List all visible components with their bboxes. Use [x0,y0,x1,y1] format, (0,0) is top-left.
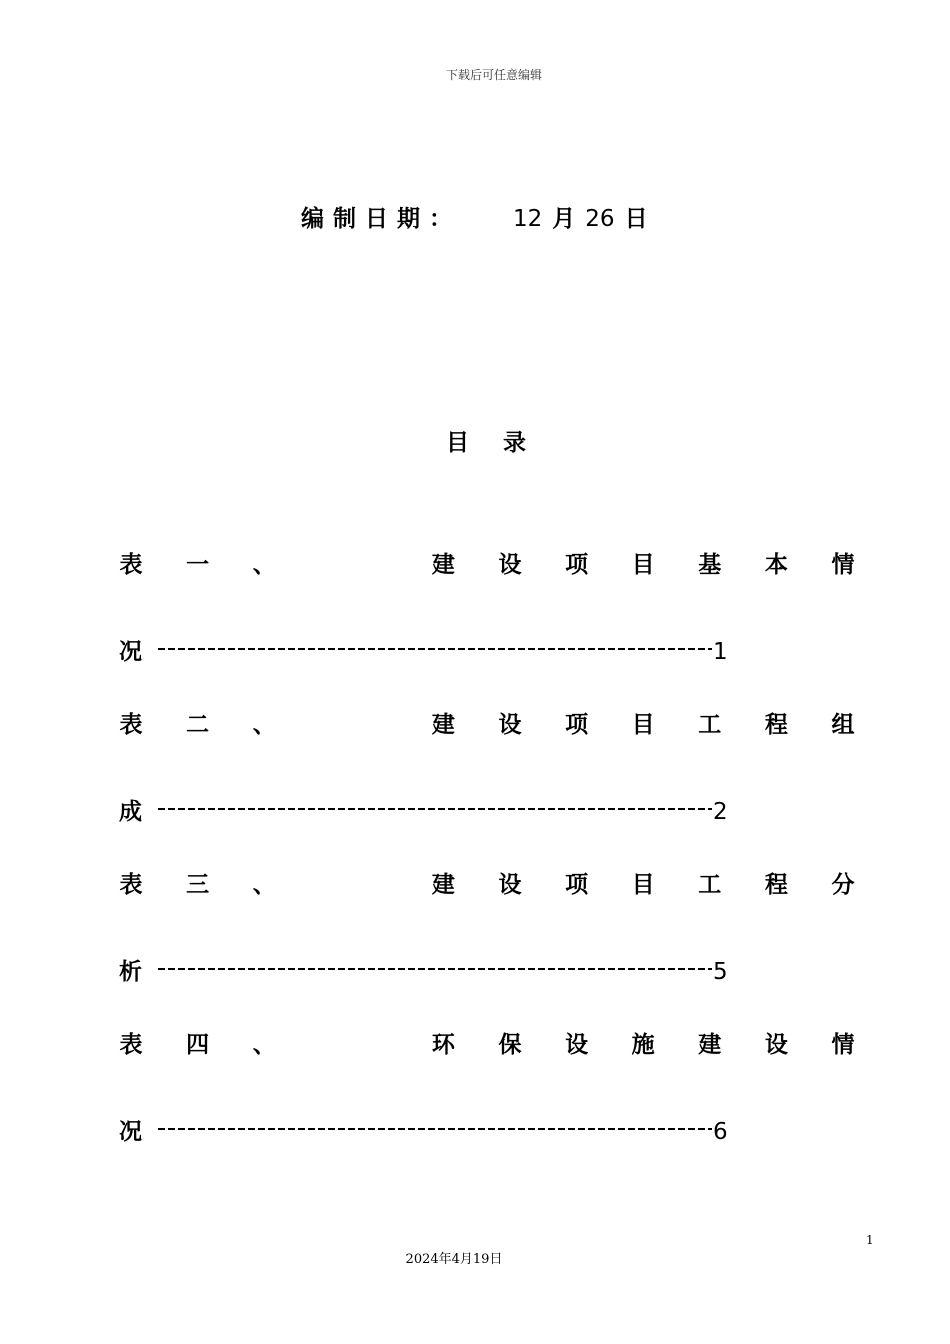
footer-date: 2024年4月19日 [405,1252,503,1267]
toc-entry-char: 程 [764,872,788,898]
toc-entry-leader [119,793,728,825]
toc-dot-leader [158,648,712,650]
toc-entry-char: 保 [498,1032,522,1058]
header-note: 下载后可任意编辑 [445,68,542,82]
toc-entry-char: 分 [831,872,855,898]
toc-entry-char: 设 [498,872,522,898]
compile-date [301,200,658,232]
toc-entry-char: 目 [631,712,655,738]
compile-date-month-number: 12 [513,206,543,232]
toc-page-number: 1 [713,639,728,665]
toc-entry-char: 工 [698,872,722,898]
toc-dot-leader [158,968,712,970]
toc-entry-char: 设 [764,1032,788,1058]
toc-entry-char: 一 [186,552,210,578]
toc-entry-leader [119,953,728,985]
toc-entry-last-char: 况 [119,639,142,665]
toc-entry-char: 项 [565,872,589,898]
toc-dot-leader [158,808,712,810]
toc-entry-char: 项 [565,712,589,738]
compile-date-day-unit: 日 [624,206,648,232]
toc-entry-leader [119,633,728,665]
toc-entry-char: 情 [831,1032,855,1058]
toc-entry-char: 设 [498,712,522,738]
toc-entry-char: 目 [631,872,655,898]
compile-date-month-unit: 月 [552,206,576,232]
toc-entry-leader [119,1113,728,1145]
toc-page-number: 2 [713,799,728,825]
toc-entry-char: 二 [186,712,210,738]
toc-entry-heading [119,546,855,578]
toc-entry-char: 建 [431,872,455,898]
toc-entry-char: 组 [831,712,855,738]
toc-title: 目录 [446,430,560,456]
compile-date-value [513,200,658,233]
toc-entry-char: 、 [252,872,276,898]
toc-entry-char: 四 [186,1032,210,1058]
toc-entry-char: 设 [498,552,522,578]
toc-entry-char: 表 [119,872,143,898]
toc-page-number: 5 [713,959,728,985]
toc-entry-char: 基 [698,552,722,578]
toc-entry-char: 表 [119,1032,143,1058]
toc-entry-heading [119,706,855,738]
toc-entry-char: 环 [431,1032,455,1058]
toc-entry-char: 建 [698,1032,722,1058]
toc-entry-char: 程 [764,712,788,738]
compile-date-day-number: 26 [585,206,615,232]
toc-entry-last-char: 析 [119,959,142,985]
toc-entry-char: 、 [252,1032,276,1058]
toc-entry-heading [119,1026,855,1058]
toc-entry-char: 表 [119,712,143,738]
toc-entry-char: 目 [631,552,655,578]
toc-page-number: 6 [713,1119,728,1145]
toc-entry-char: 施 [631,1032,655,1058]
toc-entry-char: 情 [831,552,855,578]
toc-entry-char: 设 [565,1032,589,1058]
toc-entry-last-char: 成 [119,799,142,825]
toc-entry-char: 建 [431,712,455,738]
toc-entry-char: 、 [252,552,276,578]
toc-entry-char: 本 [764,552,788,578]
page-number: 1 [866,1233,874,1247]
toc-entry-char: 表 [119,552,143,578]
toc-entry-char: 、 [252,712,276,738]
toc-entry-last-char: 况 [119,1119,142,1145]
toc-entry-char: 工 [698,712,722,738]
toc-entry-char: 三 [186,872,210,898]
toc-entry-heading [119,866,855,898]
toc-entry-char: 项 [565,552,589,578]
compile-date-label: 编制日期： [301,206,461,232]
toc-entry-char: 建 [431,552,455,578]
toc-dot-leader [158,1128,712,1130]
